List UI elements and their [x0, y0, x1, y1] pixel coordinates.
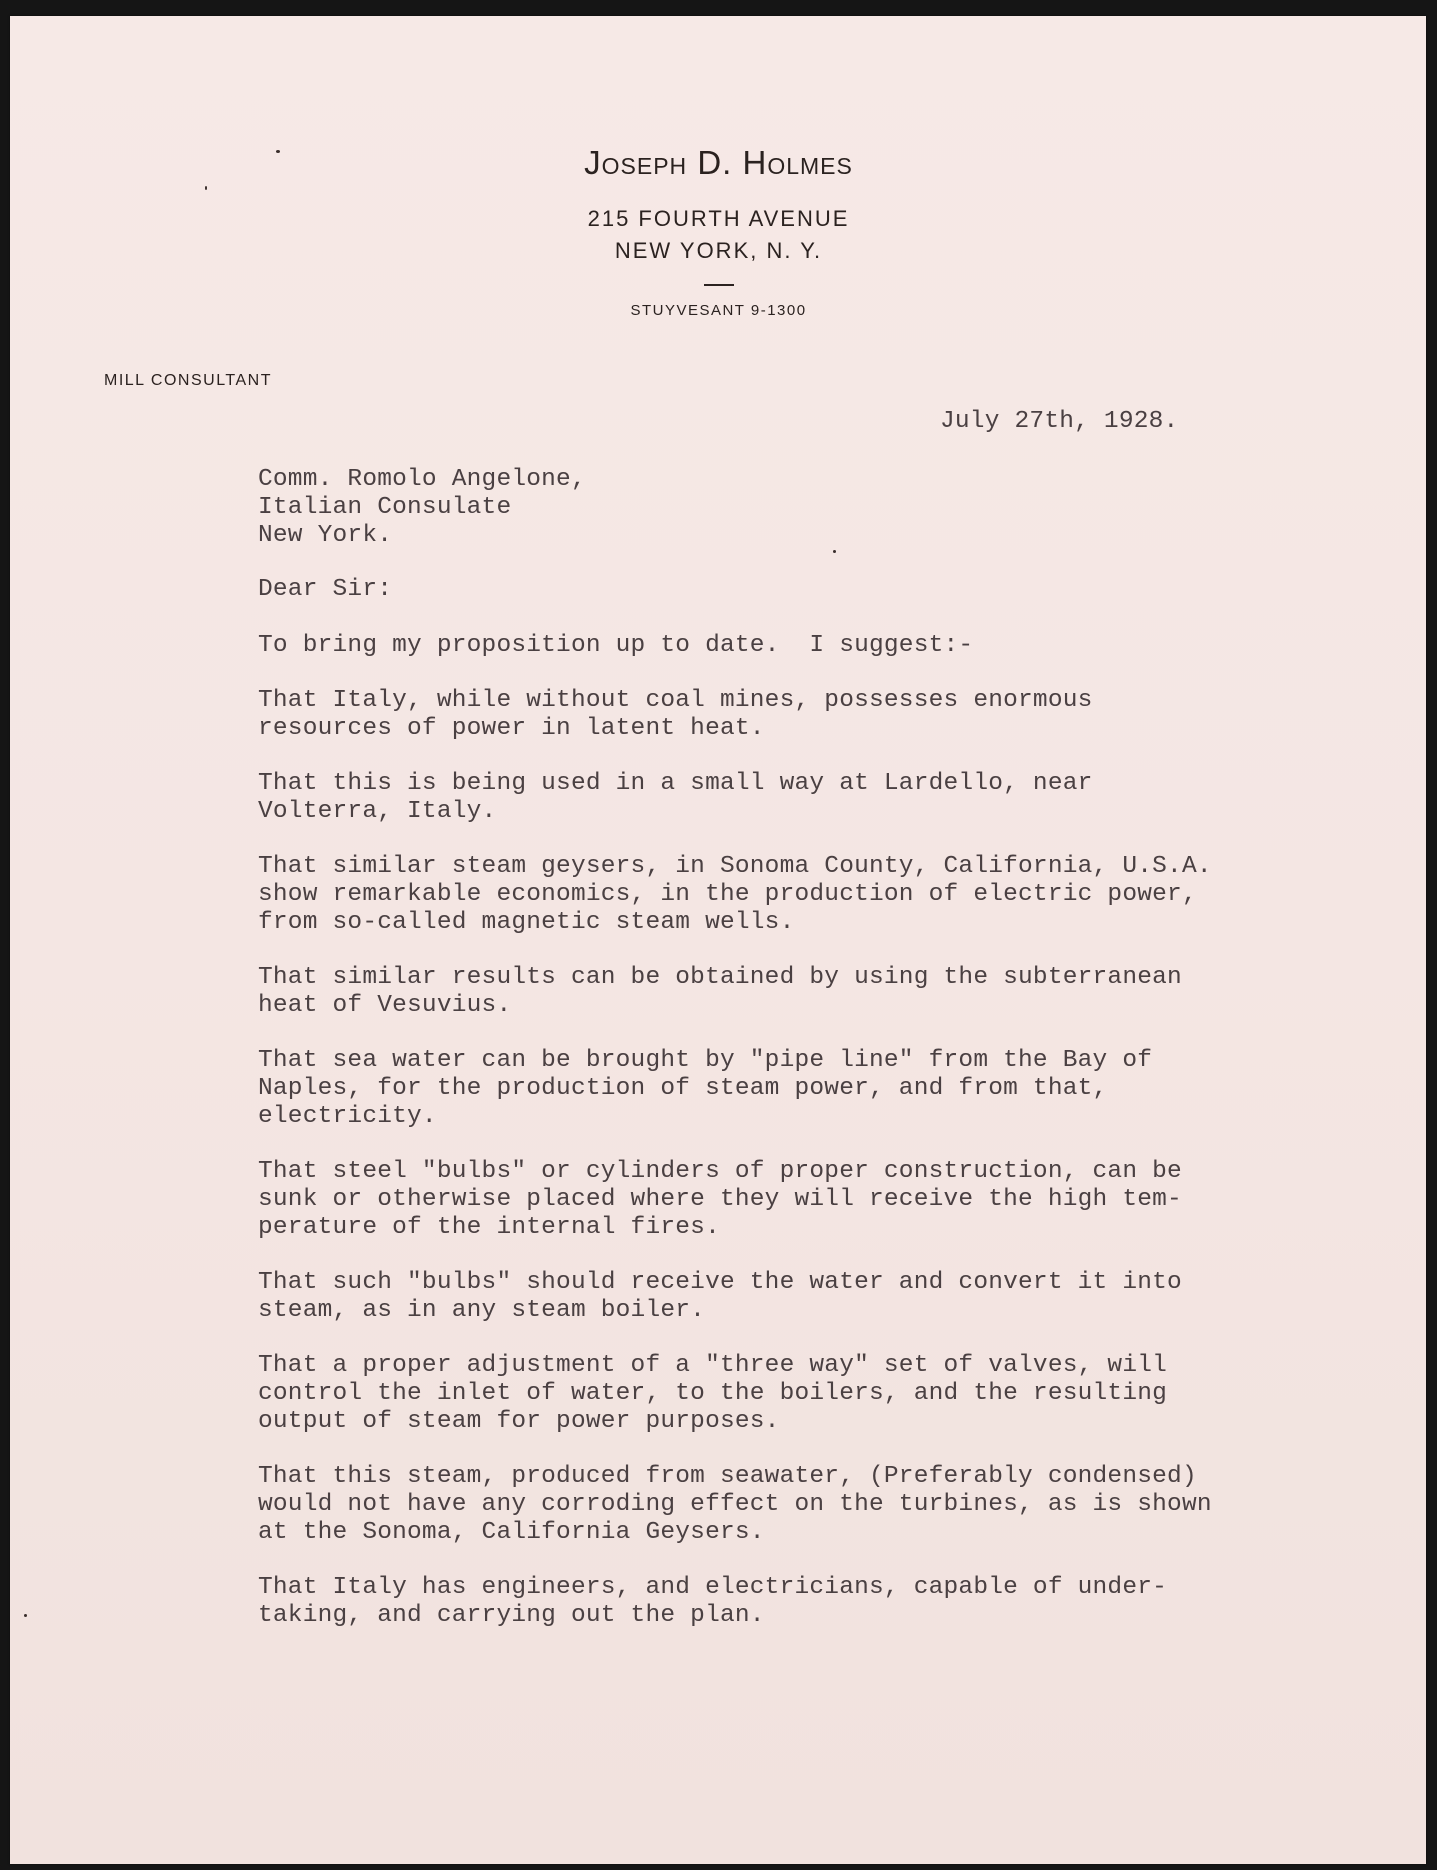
address-line: New York.	[258, 522, 393, 549]
paragraph	[258, 1352, 1358, 1436]
body-line: sunk or otherwise placed where they will receive the high tem-	[258, 1186, 1182, 1213]
body-line: perature of the internal fires.	[258, 1214, 720, 1241]
salutation: Dear Sir:	[258, 576, 393, 603]
paragraph	[258, 1158, 1358, 1242]
paragraph	[258, 1574, 1358, 1630]
body-line: output of steam for power purposes.	[258, 1408, 780, 1435]
paragraph	[258, 632, 1358, 660]
paragraph	[258, 687, 1358, 743]
body-line: taking, and carrying out the plan.	[258, 1602, 765, 1629]
letter-body	[258, 632, 1358, 1657]
body-line: at the Sonoma, California Geysers.	[258, 1519, 765, 1546]
letterhead-phone: STUYVESANT 9-1300	[630, 302, 807, 319]
paragraph	[258, 964, 1358, 1020]
body-line: heat of Vesuvius.	[258, 992, 512, 1019]
address-line: Italian Consulate	[258, 494, 512, 521]
body-line: That a proper adjustment of a "three way" set of valves, will	[258, 1352, 1168, 1379]
body-line: Naples, for the production of steam power, and from that,	[258, 1075, 1108, 1102]
letterhead-name: Joseph D. Holmes	[584, 144, 853, 181]
paragraph	[258, 853, 1358, 937]
body-line: That steel "bulbs" or cylinders of proper construction, can be	[258, 1158, 1182, 1185]
body-line: That similar steam geysers, in Sonoma County, California, U.S.A.	[258, 853, 1212, 880]
address-line: Comm. Romolo Angelone,	[258, 466, 586, 493]
body-line: To bring my proposition up to date. I suggest:-	[258, 632, 974, 659]
body-line: That similar results can be obtained by using the subterranean	[258, 964, 1182, 991]
body-line: steam, as in any steam boiler.	[258, 1297, 706, 1324]
letterhead-divider	[704, 284, 734, 286]
body-line: resources of power in latent heat.	[258, 715, 765, 742]
body-line: That this steam, produced from seawater, (Preferably condensed)	[258, 1463, 1197, 1490]
body-line: would not have any corroding effect on the turbines, as is shown	[258, 1491, 1212, 1518]
paper-speck	[833, 550, 836, 553]
paragraph	[258, 1269, 1358, 1325]
letterhead-city: NEW YORK, N. Y.	[614, 238, 823, 263]
body-line: from so-called magnetic steam wells.	[258, 909, 795, 936]
paper-speck	[24, 1614, 27, 1617]
paper-speck	[205, 186, 207, 190]
body-line: That Italy has engineers, and electricians, capable of under-	[258, 1574, 1168, 1601]
inside-address	[258, 466, 586, 550]
body-line: That sea water can be brought by "pipe line" from the Bay of	[258, 1047, 1153, 1074]
body-line: That this is being used in a small way at Lardello, near	[258, 770, 1093, 797]
paragraph	[258, 1463, 1358, 1547]
letter-date: July 27th, 1928.	[940, 408, 1179, 435]
body-line: That such "bulbs" should receive the water and convert it into	[258, 1269, 1182, 1296]
body-line: show remarkable economics, in the production of electric power,	[258, 881, 1197, 908]
body-line: Volterra, Italy.	[258, 798, 497, 825]
body-line: control the inlet of water, to the boilers, and the resulting	[258, 1380, 1168, 1407]
body-line: electricity.	[258, 1103, 437, 1130]
letterhead-title: MILL CONSULTANT	[104, 372, 272, 389]
body-line: That Italy, while without coal mines, possesses enormous	[258, 687, 1093, 714]
letterhead-street: 215 FOURTH AVENUE	[587, 206, 850, 231]
paragraph	[258, 770, 1358, 826]
paragraph	[258, 1047, 1358, 1131]
